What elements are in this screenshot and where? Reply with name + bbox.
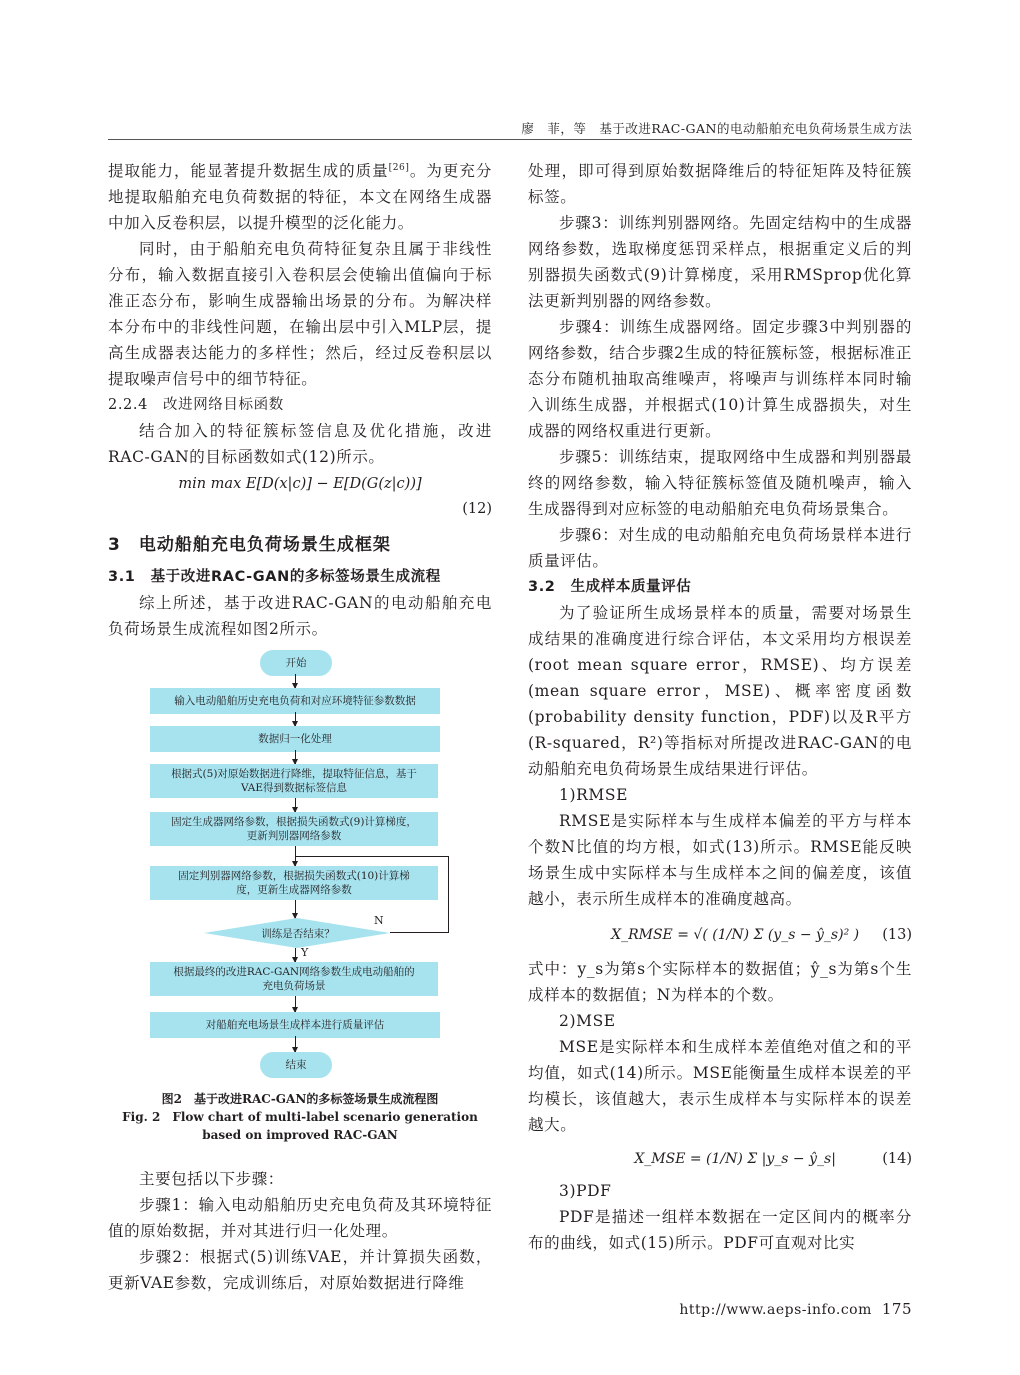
- paragraph: 为了验证所生成场景样本的质量，需要对场景生成结果的准确度进行综合评估，本文采用均方根误差(root mean square error，RMSE)、均方误差(mean square error，MSE)、概率密度函数(probability density function，PDF)以及R平方(R-squared，R²)等指标对所提改进RAC-GAN的电动船舶充电负荷场景生成结果进行评估。: [528, 604, 912, 778]
- citation: [26]: [388, 162, 410, 173]
- flow-step: 对船舶充电场景生成样本进行质量评估: [150, 1012, 440, 1038]
- paragraph: 步骤1：输入电动船舶历史充电负荷及其环境特征值的原始数据，并对其进行归一化处理。: [108, 1196, 492, 1240]
- paragraph: 步骤2：根据式(5)训练VAE，并计算损失函数，更新VAE参数，完成训练后，对原始数据进行降维: [108, 1248, 492, 1292]
- figure-caption-cn: 图2 基于改进RAC-GAN的多标签场景生成流程图: [161, 1092, 439, 1106]
- paragraph: 1)RMSE: [559, 786, 628, 804]
- flow-no-label: N: [374, 914, 384, 927]
- flow-loop-line: [390, 932, 448, 933]
- paragraph: 综上所述，基于改进RAC-GAN的电动船舶充电负荷场景生成流程如图2所示。: [108, 594, 492, 638]
- flow-step: 数据归一化处理: [150, 726, 440, 752]
- right-column: [528, 158, 912, 1256]
- paragraph: MSE是实际样本和生成样本差值绝对值之和的平均值，如式(14)所示。MSE能衡量生成样本误差的平均模长，该值越大，表示生成样本与实际样本的误差越大。: [528, 1038, 912, 1134]
- equation-number: (12): [462, 501, 492, 517]
- flow-arrow: [295, 750, 296, 764]
- flow-yes-label: Y: [301, 946, 309, 959]
- equation-number: (13): [882, 927, 912, 943]
- section-heading: 3 电动船舶充电负荷场景生成框架: [108, 535, 391, 555]
- equation-14: X_MSE = (1/N) Σ |y_s − ŷ_s| (14): [528, 1146, 912, 1172]
- paragraph: 步骤3：训练判别器网络。先固定结构中的生成器网络参数，选取梯度惩罚采样点，根据重定义后的判别器损失函数式(9)计算梯度，采用RMSprop优化算法更新判别器的网络参数。: [528, 214, 912, 310]
- flow-step: 固定生成器网络参数，根据损失函数式(9)计算梯度，更新判别器网络参数: [150, 812, 438, 846]
- flow-arrow: [295, 996, 296, 1012]
- paragraph: 步骤4：训练生成器网络。固定步骤3中判别器的网络参数，结合步骤2生成的特征簇标签，根据标准正态分布随机抽取高维噪声，将噪声与训练样本同时输入训练生成器，并根据式(10)计算生成器损失，对生成器的网络权重进行更新。: [528, 318, 912, 440]
- paragraph: 步骤6：对生成的电动船舶充电负荷场景样本进行质量评估。: [528, 526, 912, 570]
- flow-arrow: [295, 674, 296, 688]
- flow-arrow: [295, 948, 296, 962]
- equation-12: min max E[D(x|c)] − E[D(G(z|c))]: [178, 476, 422, 492]
- flow-loop-line: [296, 856, 448, 857]
- equation-number: (14): [882, 1151, 912, 1167]
- paragraph: 2)MSE: [559, 1012, 616, 1030]
- page-footer: [679, 1300, 912, 1318]
- paragraph: 处理，即可得到原始数据降维后的特征矩阵及特征簇标签。: [528, 162, 912, 206]
- paragraph: 主要包括以下步骤：: [139, 1170, 284, 1188]
- flow-step: 输入电动船舶历史充电负荷和对应环境特征参数数据: [150, 688, 440, 714]
- flow-arrow: [295, 1036, 296, 1052]
- flowchart: [108, 646, 492, 1086]
- subsection-heading: 3.2 生成样本质量评估: [528, 579, 692, 595]
- flow-decision-label: 训练是否结束？: [261, 928, 335, 940]
- flow-step: 固定判别器网络参数，根据损失函数式(10)计算梯度，更新生成器网络参数: [150, 866, 438, 900]
- paragraph: RMSE是实际样本与生成样本偏差的平方与样本个数N比值的均方根，如式(13)所示。RMSE能反映场景生成中实际样本与生成样本之间的偏差度，该值越小，表示所生成样本的准确度越高。: [528, 812, 912, 908]
- figure-caption-en: Fig. 2 Flow chart of multi-label scenario generation: [122, 1110, 478, 1124]
- flow-arrow: [295, 900, 296, 918]
- flow-loop-line: [448, 856, 449, 933]
- flow-step: 根据式(5)对原始数据进行降维，提取特征信息，基于VAE得到数据标签信息: [150, 764, 438, 798]
- paragraph: 结合加入的特征簇标签信息及优化措施，改进RAC-GAN的目标函数如式(12)所示。: [108, 422, 492, 466]
- paragraph: 提取能力，能显著提升数据生成的质量[26]。为更充分地提取船舶充电负荷数据的特征，本文在网络生成器中加入反卷积层，以提升模型的泛化能力。: [108, 162, 492, 232]
- section-heading: 2.2.4 改进网络目标函数: [108, 397, 284, 413]
- journal-url: http://www.aeps-info.com: [679, 1302, 872, 1318]
- paragraph: 3)PDF: [559, 1182, 612, 1200]
- paragraph: 式中：y_s为第s个实际样本的数据值；ŷ_s为第s个生成样本的数据值；N为样本的个数。: [528, 960, 912, 1004]
- subsection-heading: 3.1 基于改进RAC-GAN的多标签场景生成流程: [108, 569, 441, 585]
- figure-caption-en: based on improved RAC-GAN: [202, 1128, 398, 1142]
- flow-start: 开始: [260, 650, 332, 676]
- flow-step: 根据最终的改进RAC-GAN网络参数生成电动船舶的充电负荷场景: [150, 962, 438, 996]
- page-number: 175: [881, 1300, 912, 1318]
- paragraph: 同时，由于船舶充电负荷特征复杂且属于非线性分布，输入数据直接引入卷积层会使输出值偏向于标准正态分布，影响生成器输出场景的分布。为解决样本分布中的非线性问题，在输出层中引入MLP层，提高生成器表达能力的多样性；然后，经过反卷积层以提取噪声信号中的细节特征。: [108, 240, 492, 388]
- flow-end: 结束: [260, 1052, 332, 1078]
- paragraph: 步骤5：训练结束，提取网络中生成器和判别器最终的网络参数，输入特征簇标签值及随机噪声，输入生成器得到对应标签的电动船舶充电负荷场景集合。: [528, 448, 912, 518]
- header-rule: [108, 139, 912, 140]
- running-header: 廖 菲，等 基于改进RAC-GAN的电动船舶充电负荷场景生成方法: [521, 121, 912, 136]
- left-column: [108, 158, 492, 1296]
- flow-arrow: [295, 712, 296, 726]
- flow-arrow: [295, 798, 296, 812]
- equation-13: X_RMSE = √( (1/N) Σ (y_s − ŷ_s)² ) (13): [528, 922, 912, 948]
- paragraph: PDF是描述一组样本数据在一定区间内的概率分布的曲线，如式(15)所示。PDF可直观对比实: [528, 1208, 912, 1252]
